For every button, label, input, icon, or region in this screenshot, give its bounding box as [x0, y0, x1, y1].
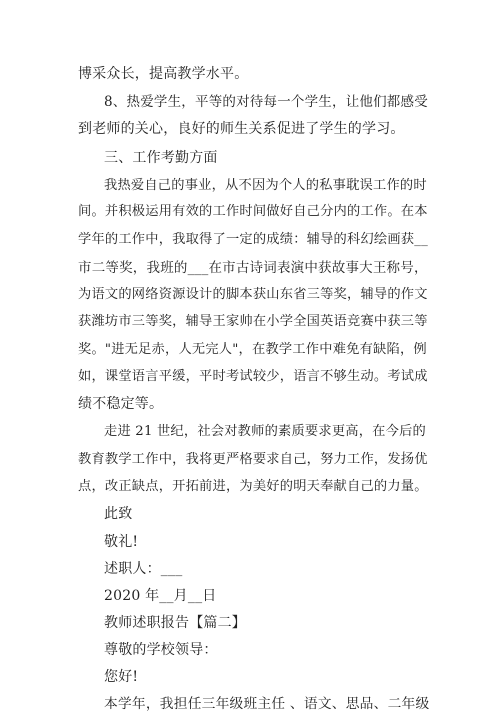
- paragraph-line: 学年的工作中，我取得了一定的成绩：辅导的科幻绘画获__: [78, 232, 428, 248]
- paragraph-line: 博采众长，提高教学水平。: [78, 65, 249, 82]
- paragraph-line: 市二等奖，我班的___在市古诗词表演中获故事大王称号，: [78, 259, 428, 276]
- paragraph-line: 我热爱自己的事业，从不因为个人的私事耽误工作的时: [104, 178, 427, 194]
- closing-line: 此致: [104, 506, 133, 523]
- paragraph-line: 为语文的网络资源设计的脚本获山东省三等奖，辅导的作文: [78, 286, 428, 302]
- paragraph-line: 8、热爱学生，平等的对待每一个学生，让他们都感受: [104, 94, 428, 111]
- section-heading: 三、工作考勤方面: [104, 150, 218, 167]
- paragraph-line: 点，改正缺点，开拓前进，为美好的明天奉献自己的力量。: [78, 478, 428, 494]
- paragraph-line: 教育教学工作中，我将更严格要求自己，努力工作，发扬优: [78, 451, 428, 467]
- paragraph-line: 绩不稳定等。: [78, 395, 164, 412]
- paragraph-line: 获潍坊市三等奖，辅导王家帅在小学全国英语竞赛中获三等: [78, 313, 428, 329]
- paragraph-line: 如，课堂语言平缓，平时考试较少，语言不够生动。考试成: [78, 368, 428, 384]
- greeting-line: 您好!: [104, 669, 139, 686]
- paragraph-line: 走进 21 世纪，社会对教师的素质要求更高，在今后的: [104, 423, 426, 439]
- salutation-line: 尊敬的学校领导：: [104, 642, 218, 659]
- report-title: 教师述职报告【篇二】: [104, 615, 246, 632]
- date-line: 2020 年__月__日: [104, 588, 217, 605]
- paragraph-line: 到老师的关心，良好的师生关系促进了学生的学习。: [78, 121, 405, 138]
- paragraph-line: 间。并积极运用有效的工作时间做好自己分内的工作。在本: [78, 204, 428, 220]
- closing-line: 敬礼!: [104, 534, 139, 551]
- paragraph-line: 本学年，我担任三年级班主任 、语文、思品、二年级: [104, 696, 430, 713]
- paragraph-line: 奖。"进无足赤，人无完人"，在教学工作中难免有缺陷，例: [78, 341, 427, 357]
- signature-line: 述职人：___: [104, 561, 183, 578]
